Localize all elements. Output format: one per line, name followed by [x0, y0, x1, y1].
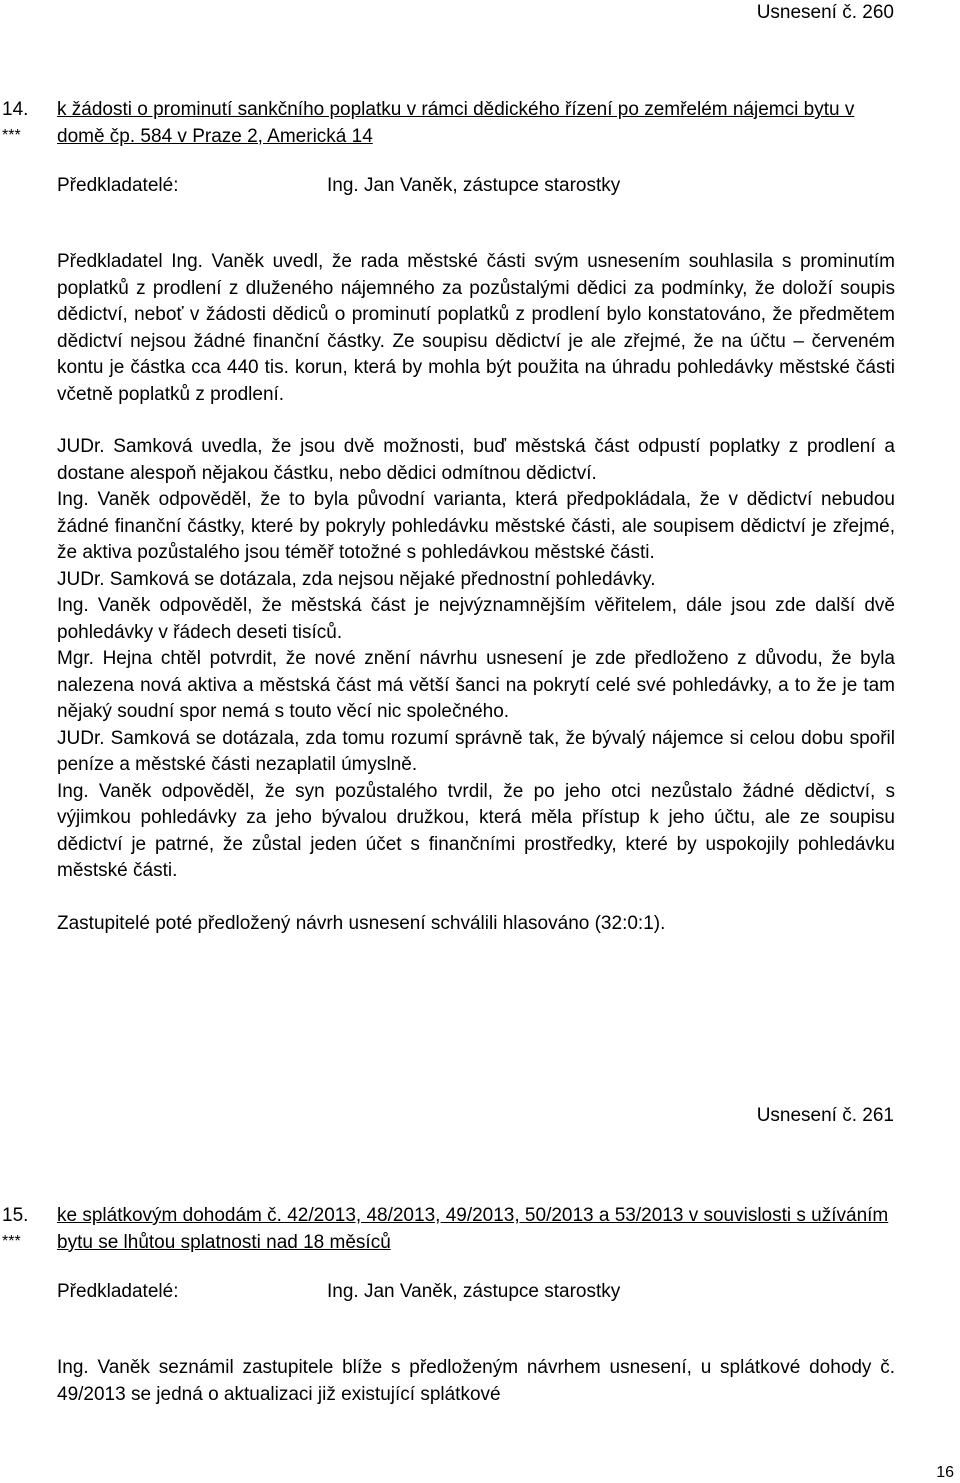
- paragraph: JUDr. Samková se dotázala, zda nejsou nějaké přednostní pohledávky.: [57, 568, 656, 590]
- proposer-label: Předkladatelé:: [57, 175, 179, 196]
- paragraph: Ing. Vaněk odpověděl, že městská část je nejvýznamnějším věřitelem, dále jsou zde další dvě pohledávky v řádech deseti tisíců.: [57, 595, 895, 643]
- page-number: 16: [936, 1464, 954, 1481]
- item-title: ke splátkovým dohodám č. 42/2013, 48/2013, 49/2013, 50/2013 a 53/2013 v souvislosti s užíváním bytu se lhůtou splatnosti nad 18 měsíců: [57, 1205, 889, 1253]
- item-number-value: 14.: [2, 99, 29, 120]
- item-stars: ***: [2, 126, 21, 144]
- proposer-value: Ing. Jan Vaněk, zástupce starostky: [327, 1281, 621, 1302]
- resolution-number: Usnesení č. 260: [756, 2, 894, 23]
- paragraph: Ing. Vaněk seznámil zastupitele blíže s předloženým návrhem usnesení, u splátkové dohody č. 49/2013 se jedná o aktualizaci již existující splátkové: [57, 1357, 895, 1405]
- item-stars: ***: [2, 1232, 21, 1250]
- proposer-value: Ing. Jan Vaněk, zástupce starostky: [327, 175, 621, 196]
- resolution-number: Usnesení č. 261: [756, 1105, 894, 1126]
- item-number: [2, 1203, 54, 1250]
- item-title: k žádosti o prominutí sankčního poplatku v rámci dědického řízení po zemřelém nájemci bytu v domě čp. 584 v Praze 2, Americká 14: [57, 99, 855, 147]
- proposer-label: Předkladatelé:: [57, 1281, 179, 1302]
- vote-result: Zastupitelé poté předložený návrh usnesení schválili hlasováno (32:0:1).: [57, 912, 666, 934]
- paragraph: Předkladatel Ing. Vaněk uvedl, že rada městské části svým usnesením souhlasila s prominutím poplatků z prodlení z dluženého nájemného za pozůstalými dědici za podmínky, že doloží soupis dědictví, neboť v žádosti dědiců o prominutí poplatků z prodlení bylo konstatováno, že předmětem dědictví nejsou žádné finanční částky. Ze soupisu dědictví je ale zřejmé, že na účtu – červeném kontu je částka cca 440 tis. korun, která by mohla být použita na úhradu pohledávky městské části včetně poplatků z prodlení.: [57, 251, 895, 405]
- item-number: [2, 97, 54, 144]
- paragraph: JUDr. Samková uvedla, že jsou dvě možnosti, buď městská část odpustí poplatky z prodlení a dostane alespoň nějakou částku, nebo dědici odmítnou dědictví.: [57, 436, 895, 484]
- paragraph: Ing. Vaněk odpověděl, že to byla původní varianta, která předpokládala, že v dědictví nebudou žádné finanční částky, které by pokryly pohledávku městské části, ale soupisem dědictví je zřejmé, že aktiva pozůstalého jsou téměř totožné s pohledávkou městské části.: [57, 489, 895, 563]
- paragraph: JUDr. Samková se dotázala, zda tomu rozumí správně tak, že bývalý nájemce si celou dobu spořil peníze a městské části nezaplatil úmyslně.: [57, 727, 895, 775]
- item-number-value: 15.: [2, 1205, 29, 1226]
- discussion: [57, 249, 895, 937]
- paragraph: Mgr. Hejna chtěl potvrdit, že nové znění návrhu usnesení je zde předloženo z důvodu, že byla nalezena nová aktiva a městská část má větší šanci na pokrytí celé své pohledávky, a to že je tam nějaký soudní spor nemá s touto věcí nic společného.: [57, 648, 895, 722]
- paragraph: Ing. Vaněk odpověděl, že syn pozůstalého tvrdil, že po jeho otci nezůstalo žádné dědictví, s výjimkou pohledávky za jeho bývalou družkou, která měla přístup k jeho účtu, ale ze soupisu dědictví je patrné, že zůstal jeden účet s finančními prostředky, které by uspokojily pohledávku městské části.: [57, 780, 895, 881]
- discussion: [57, 1355, 895, 1408]
